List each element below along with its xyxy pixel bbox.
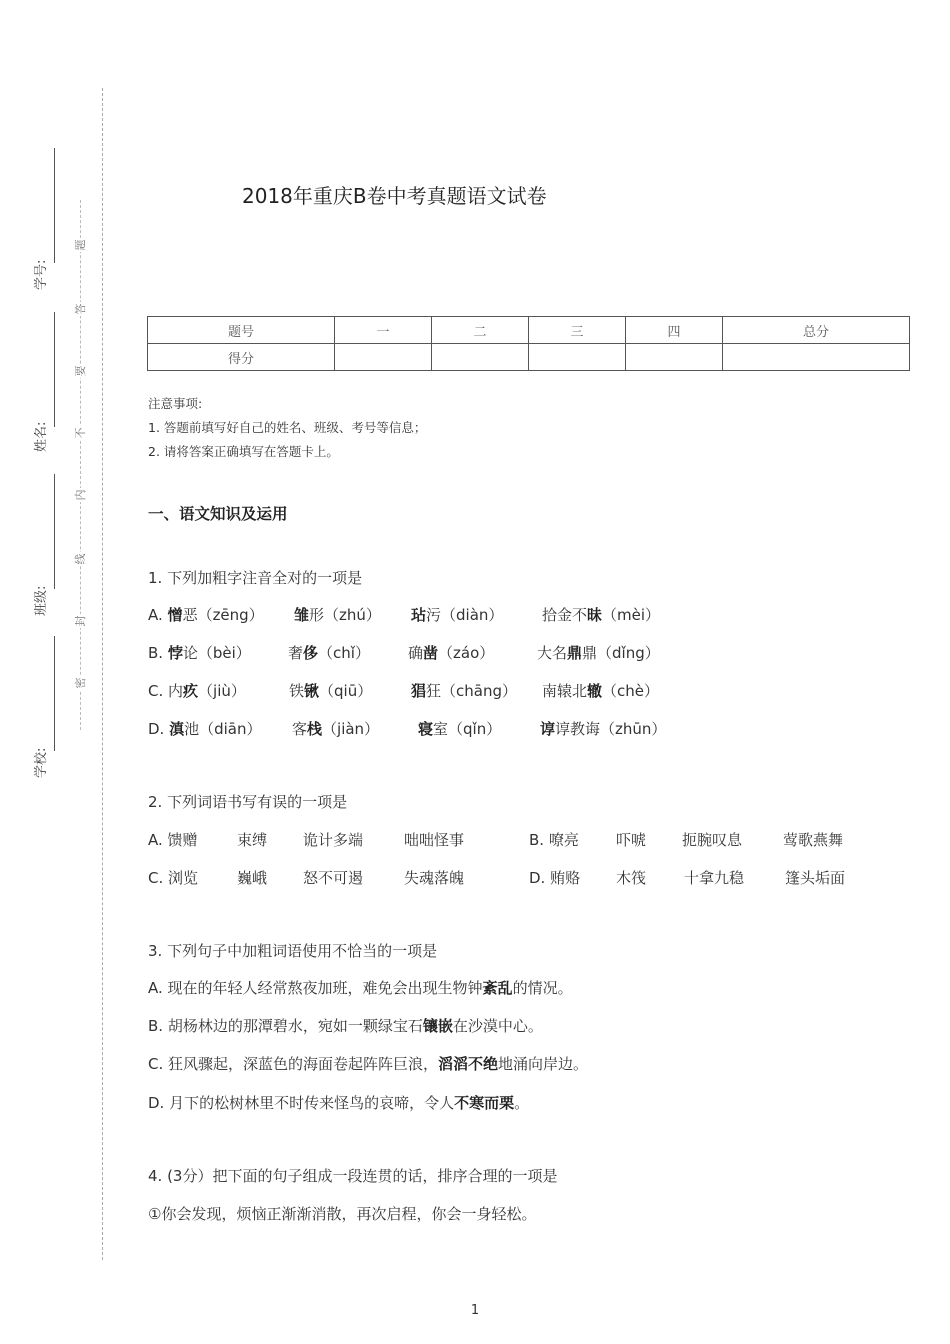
score-table-header: 总分 (722, 317, 909, 344)
score-table-header: 三 (528, 317, 625, 344)
seal-char: 答 (74, 303, 87, 315)
word-item: 吓唬 (616, 831, 647, 849)
word-item: 束缚 (237, 831, 268, 849)
score-table-header: 题号 (148, 317, 335, 344)
seal-dashed-line (80, 200, 81, 730)
option-item: B. 悖论（bèi） (148, 644, 251, 662)
question-3-title: 3. 下列句子中加粗词语使用不恰当的一项是 (148, 942, 438, 960)
question-3-option-b: B. 胡杨林边的那潭碧水，宛如一颗绿宝石镶嵌在沙漠中心。 (148, 1017, 543, 1035)
seal-char: 封 (74, 615, 87, 627)
score-table-header: 四 (625, 317, 722, 344)
word-item: 十拿九稳 (684, 869, 745, 887)
seal-char: 线 (74, 553, 87, 565)
score-table-header-row (148, 317, 910, 344)
word-item: 咄咄怪事 (404, 831, 465, 849)
option-item: 谆谆教诲（zhūn） (540, 720, 667, 738)
question-1-title: 1. 下列加粗字注音全对的一项是 (148, 569, 363, 587)
option-item: A. 憎恶（zēng） (148, 606, 264, 624)
school-label: 学校: (34, 747, 49, 778)
score-cell[interactable] (528, 344, 625, 371)
score-table (147, 316, 910, 371)
word-item: 失魂落魄 (404, 869, 465, 887)
option-item: 雏形（zhú） (294, 606, 381, 624)
score-cell[interactable] (625, 344, 722, 371)
seal-char: 密 (74, 677, 87, 689)
notes-item: 1. 答题前填写好自己的姓名、班级、考号等信息； (148, 420, 427, 435)
seal-char: 内 (74, 489, 87, 501)
score-cell[interactable] (722, 344, 909, 371)
option-item: 玷污（diàn） (411, 606, 504, 624)
question-3-option-c: C. 狂风骤起，深蓝色的海面卷起阵阵巨浪，滔滔不绝地涌向岸边。 (148, 1055, 589, 1073)
name-line (54, 312, 55, 427)
word-item: 扼腕叹息 (682, 831, 743, 849)
option-item: 拾金不昧（mèi） (542, 606, 661, 624)
option-item: 猖狂（chāng） (411, 682, 517, 700)
word-item: B. 嘹亮 (529, 831, 579, 849)
word-item: C. 浏览 (148, 869, 199, 887)
option-item: D. 滇池（diān） (148, 720, 262, 738)
option-item: 确凿（záo） (408, 644, 495, 662)
score-cell[interactable] (431, 344, 528, 371)
binding-dashed-line (102, 88, 103, 1260)
school-line (54, 636, 55, 751)
option-item: 奢侈（chǐ） (288, 644, 370, 662)
section-title: 一、语文知识及运用 (148, 505, 288, 523)
word-item: 巍峨 (237, 869, 268, 887)
word-item: A. 馈赠 (148, 831, 198, 849)
notes (148, 392, 426, 464)
option-item: 客栈（jiàn） (292, 720, 380, 738)
class-label: 班级: (34, 585, 49, 616)
question-4-title: 4. (3分）把下面的句子组成一段连贯的话，排序合理的一项是 (148, 1167, 558, 1185)
word-item: 木筏 (616, 869, 647, 887)
score-row-label: 得分 (148, 344, 335, 371)
notes-item: 2. 请将答案正确填写在答题卡上。 (148, 444, 339, 459)
option-item: 寝室（qǐn） (418, 720, 502, 738)
score-table-header: 二 (431, 317, 528, 344)
exam-title: 2018年重庆B卷中考真题语文试卷 (242, 184, 547, 208)
word-item: 篷头垢面 (785, 869, 846, 887)
student-id-line (54, 148, 55, 263)
option-item: 南辕北辙（chè） (542, 682, 660, 700)
question-2-title: 2. 下列词语书写有误的一项是 (148, 793, 348, 811)
score-table-header: 一 (334, 317, 431, 344)
notes-heading: 注意事项: (148, 396, 203, 411)
name-label: 姓名: (34, 421, 49, 452)
seal-char: 要 (74, 365, 87, 377)
question-3-option-d: D. 月下的松树林里不时传来怪鸟的哀啼，令人不寒而栗。 (148, 1094, 530, 1112)
score-cell[interactable] (334, 344, 431, 371)
word-item: 莺歌燕舞 (783, 831, 844, 849)
seal-char: 不 (74, 427, 87, 439)
option-item: 铁锹（qiū） (289, 682, 373, 700)
option-item: 大名鼎鼎（dǐng） (537, 644, 660, 662)
score-table-score-row (148, 344, 910, 371)
question-4-sentence-1: ①你会发现，烦恼正渐渐消散，再次启程，你会一身轻松。 (148, 1205, 537, 1223)
option-item: C. 内疚（jiù） (148, 682, 246, 700)
word-item: 诡计多端 (303, 831, 364, 849)
seal-char: 题 (74, 239, 87, 251)
question-3-option-a: A. 现在的年轻人经常熬夜加班，难免会出现生物钟紊乱的情况。 (148, 979, 573, 997)
student-id-label: 学号: (34, 259, 49, 290)
class-line (54, 474, 55, 589)
page-number: 1 (470, 1303, 480, 1318)
word-item: D. 贿赂 (529, 869, 581, 887)
word-item: 怒不可遏 (303, 869, 364, 887)
